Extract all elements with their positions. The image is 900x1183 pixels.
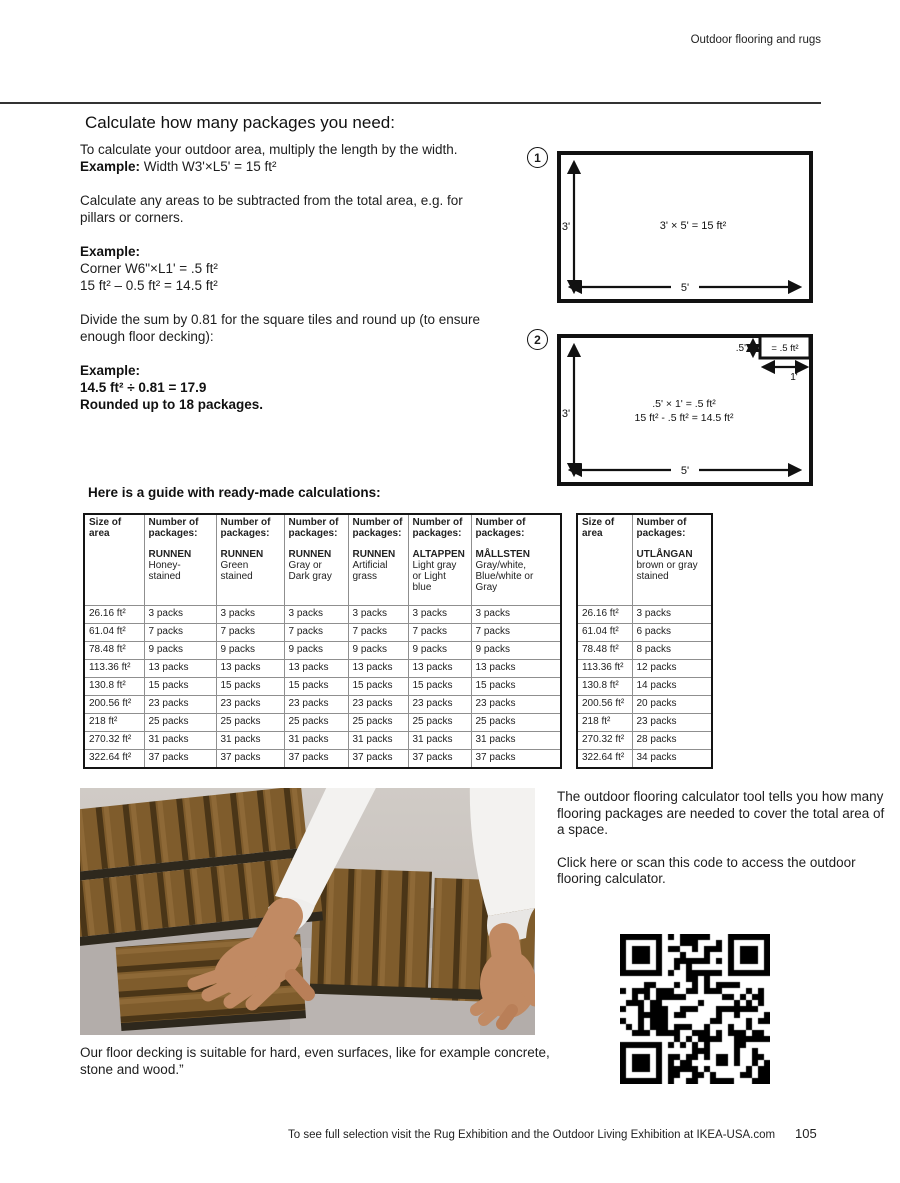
packs-cell: 31 packs (144, 732, 216, 750)
packs-cell: 15 packs (144, 678, 216, 696)
packs-cell: 9 packs (471, 642, 561, 660)
packs-cell: 7 packs (348, 624, 408, 642)
packs-cell: 28 packs (632, 732, 712, 750)
packs-cell: 25 packs (348, 714, 408, 732)
packs-cell: 25 packs (144, 714, 216, 732)
guide-heading: Here is a guide with ready-made calculations: (88, 485, 381, 500)
paragraph-area-calc: To calculate your outdoor area, multiply the length by the width. Example: Width W3'×L5' = 15 ft² (80, 142, 458, 174)
example-label: Example: (80, 159, 141, 174)
page-number: 105 (795, 1126, 817, 1141)
table-row (577, 732, 712, 750)
packages-header: Number of packages: ALTAPPEN Light gray or Light blue (408, 514, 471, 606)
diagram-area-calculation (557, 151, 813, 303)
size-cell: 78.48 ft² (84, 642, 144, 660)
packs-cell: 13 packs (471, 660, 561, 678)
table-row (84, 642, 561, 660)
table-row (84, 750, 561, 769)
table-row (577, 642, 712, 660)
packs-cell: 15 packs (284, 678, 348, 696)
packs-cell: 15 packs (471, 678, 561, 696)
example-corner-block: Example: Corner W6"×L1' = .5 ft² 15 ft² – 0.5 ft² = 14.5 ft² (80, 244, 218, 293)
table-row (84, 606, 561, 624)
photo-caption: Our floor decking is suitable for hard, even surfaces, like for example concrete, stone and wood.” (80, 1045, 550, 1077)
packs-cell: 34 packs (632, 750, 712, 769)
width-label: 5' (680, 465, 690, 477)
width-label: 5' (680, 282, 690, 294)
paragraph-divide-sum: Divide the sum by 0.81 for the square tiles and round up (to ensure enough floor decking): (80, 312, 480, 344)
size-cell: 61.04 ft² (577, 624, 632, 642)
packages-header: Number of packages: RUNNEN Green stained (216, 514, 284, 606)
diagram-formula-2: 15 ft² - .5 ft² = 14.5 ft² (634, 412, 734, 424)
size-cell: 61.04 ft² (84, 624, 144, 642)
packs-cell: 23 packs (216, 696, 284, 714)
packs-cell: 23 packs (632, 714, 712, 732)
packs-cell: 23 packs (471, 696, 561, 714)
example-packages-block: Example: 14.5 ft² ÷ 0.81 = 17.9 Rounded up to 18 packages. (80, 363, 264, 412)
table-row (84, 714, 561, 732)
packs-cell: 23 packs (144, 696, 216, 714)
page-title: Calculate how many packages you need: (85, 113, 395, 132)
packs-cell: 25 packs (471, 714, 561, 732)
packs-cell: 15 packs (348, 678, 408, 696)
corner-cut-label: = .5 ft² (771, 343, 799, 354)
packs-cell: 3 packs (144, 606, 216, 624)
step-1-badge: 1 (527, 147, 548, 168)
step-2-badge: 2 (527, 329, 548, 350)
table-row (577, 624, 712, 642)
packs-cell: 15 packs (216, 678, 284, 696)
table-body (84, 606, 561, 769)
size-cell: 270.32 ft² (577, 732, 632, 750)
diagram-formula: 3' × 5' = 15 ft² (659, 220, 727, 232)
packs-cell: 12 packs (632, 660, 712, 678)
packs-cell: 25 packs (216, 714, 284, 732)
table-row (577, 606, 712, 624)
size-of-area-header: Size of area (577, 514, 632, 606)
packs-cell: 37 packs (408, 750, 471, 769)
paragraph-subtract-areas: Calculate any areas to be subtracted from the total area, e.g. for pillars or corners. (80, 193, 463, 225)
table-row (577, 696, 712, 714)
table-header-row (577, 514, 712, 606)
calculator-link-text[interactable]: Click here or scan this code to access the outdoor flooring calculator. (557, 854, 856, 886)
packs-cell: 6 packs (632, 624, 712, 642)
packs-cell: 37 packs (144, 750, 216, 769)
packs-cell: 7 packs (144, 624, 216, 642)
packs-cell: 14 packs (632, 678, 712, 696)
packages-table-utlangan (576, 513, 713, 769)
packs-cell: 13 packs (408, 660, 471, 678)
calculator-description: The outdoor flooring calculator tool tells you how many flooring packages are needed to cover the total area of a space. (557, 789, 885, 837)
packages-header: Number of packages: UTLÅNGAN brown or gray stained (632, 514, 712, 606)
table-row (84, 678, 561, 696)
packs-cell: 23 packs (408, 696, 471, 714)
packs-cell: 31 packs (408, 732, 471, 750)
packs-cell: 9 packs (144, 642, 216, 660)
example-label: Example: (80, 244, 141, 259)
table-row (577, 750, 712, 769)
size-cell: 218 ft² (577, 714, 632, 732)
qr-code (620, 934, 770, 1084)
packs-cell: 9 packs (408, 642, 471, 660)
packs-cell: 3 packs (284, 606, 348, 624)
packs-cell: 7 packs (408, 624, 471, 642)
size-cell: 322.64 ft² (577, 750, 632, 769)
cut-width-label: 1' (790, 372, 798, 383)
packs-cell: 31 packs (471, 732, 561, 750)
table-row (577, 714, 712, 732)
packs-cell: 23 packs (284, 696, 348, 714)
table-body (577, 606, 712, 769)
table-row (577, 660, 712, 678)
size-cell: 130.8 ft² (577, 678, 632, 696)
packs-cell: 20 packs (632, 696, 712, 714)
packs-cell: 3 packs (471, 606, 561, 624)
packs-cell: 31 packs (216, 732, 284, 750)
packs-cell: 9 packs (216, 642, 284, 660)
size-cell: 200.56 ft² (84, 696, 144, 714)
packages-table-main (83, 513, 562, 769)
packs-cell: 8 packs (632, 642, 712, 660)
packs-cell: 7 packs (284, 624, 348, 642)
packs-cell: 9 packs (284, 642, 348, 660)
packs-cell: 37 packs (348, 750, 408, 769)
packages-header: Number of packages: RUNNEN Gray or Dark gray (284, 514, 348, 606)
packs-cell: 31 packs (284, 732, 348, 750)
packs-cell: 37 packs (471, 750, 561, 769)
table-row (84, 696, 561, 714)
size-cell: 218 ft² (84, 714, 144, 732)
intro-text-block (80, 141, 498, 430)
size-cell: 113.36 ft² (577, 660, 632, 678)
packs-cell: 37 packs (216, 750, 284, 769)
size-cell: 78.48 ft² (577, 642, 632, 660)
size-cell: 26.16 ft² (84, 606, 144, 624)
packs-cell: 13 packs (284, 660, 348, 678)
packs-cell: 15 packs (408, 678, 471, 696)
packs-cell: 3 packs (632, 606, 712, 624)
packs-cell: 3 packs (348, 606, 408, 624)
size-cell: 113.36 ft² (84, 660, 144, 678)
size-cell: 130.8 ft² (84, 678, 144, 696)
header-rule (0, 102, 821, 104)
diagram-formula-1: .5' × 1' = .5 ft² (652, 398, 716, 410)
example-label: Example: (80, 363, 141, 378)
packs-cell: 7 packs (216, 624, 284, 642)
table-row (84, 660, 561, 678)
packs-cell: 13 packs (348, 660, 408, 678)
packs-cell: 25 packs (408, 714, 471, 732)
packs-cell: 37 packs (284, 750, 348, 769)
packs-cell: 13 packs (216, 660, 284, 678)
table-header-row (84, 514, 561, 606)
table-row (84, 732, 561, 750)
height-label: 3' (561, 408, 571, 420)
cut-height-label: .5' (735, 343, 746, 354)
footer-note: To see full selection visit the Rug Exhibition and the Outdoor Living Exhibition at IKEA-USA.com (288, 1129, 776, 1141)
packages-header: Number of packages: RUNNEN Artificial grass (348, 514, 408, 606)
packs-cell: 31 packs (348, 732, 408, 750)
packs-cell: 3 packs (216, 606, 284, 624)
height-label: 3' (561, 221, 571, 233)
packs-cell: 13 packs (144, 660, 216, 678)
packs-cell: 3 packs (408, 606, 471, 624)
size-cell: 270.32 ft² (84, 732, 144, 750)
size-cell: 26.16 ft² (577, 606, 632, 624)
page-header-text: Outdoor flooring and rugs (690, 34, 821, 46)
photo-laying-deck-tiles (80, 788, 535, 1035)
packages-header: Number of packages: MÅLLSTEN Gray/white, Blue/white or Gray (471, 514, 561, 606)
packages-header: Number of packages: RUNNEN Honey-stained (144, 514, 216, 606)
size-cell: 322.64 ft² (84, 750, 144, 769)
packs-cell: 25 packs (284, 714, 348, 732)
table-row (84, 624, 561, 642)
packs-cell: 7 packs (471, 624, 561, 642)
table-row (577, 678, 712, 696)
packs-cell: 23 packs (348, 696, 408, 714)
packs-cell: 9 packs (348, 642, 408, 660)
size-cell: 200.56 ft² (577, 696, 632, 714)
calculator-text-block (557, 789, 895, 904)
diagram-corner-subtraction (557, 334, 813, 486)
size-of-area-header: Size of area (84, 514, 144, 606)
